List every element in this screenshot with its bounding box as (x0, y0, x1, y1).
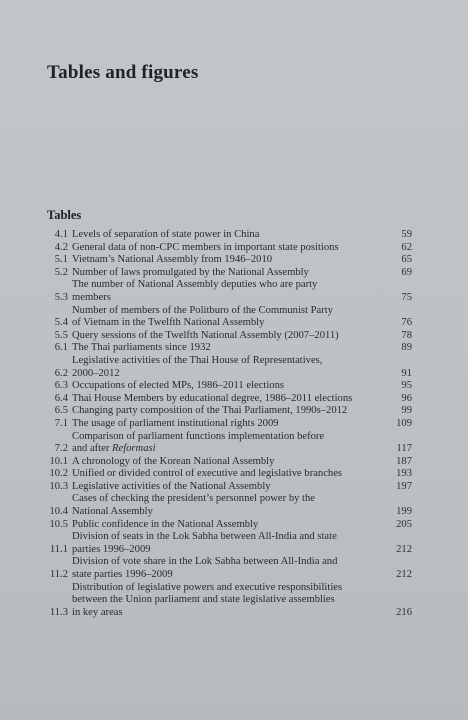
page-number: 99 (401, 405, 412, 417)
table-number: 10.2 (49, 468, 68, 480)
table-number: 5.1 (54, 254, 68, 266)
table-entry (40, 393, 412, 406)
table-entry (40, 279, 412, 304)
table-number: 11.1 (49, 543, 68, 555)
table-entry (40, 405, 412, 418)
table-title (68, 493, 382, 518)
table-title-line: state parties 1996–2009 (72, 569, 173, 581)
table-number: 5.2 (54, 266, 68, 278)
table-number: 6.3 (54, 380, 68, 392)
table-title-line: Distribution of legislative powers and executive responsibilities (72, 581, 343, 593)
page-number: 117 (396, 443, 412, 455)
table-entry (40, 229, 412, 242)
table-title-line: Number of laws promulgated by the National Assembly (72, 266, 309, 278)
table-title-line: Occupations of elected MPs, 1986–2011 elections (72, 380, 285, 392)
table-number: 11.3 (49, 606, 68, 618)
table-title (68, 305, 382, 330)
table-title-line: 2000–2012 (72, 367, 120, 379)
page-number: 197 (396, 480, 412, 492)
table-entry (40, 531, 412, 556)
table-entry (40, 582, 412, 620)
table-title-line: Query sessions of the Twelfth National Assembly (2007–2011) (72, 329, 339, 341)
page-number: 199 (396, 506, 412, 518)
table-title (68, 242, 382, 255)
table-title (68, 279, 382, 304)
table-title-line: Legislative activities of the Thai House of Representatives, (72, 354, 323, 366)
table-number: 4.2 (54, 241, 68, 253)
table-title-line: Division of vote share in the Lok Sabha between All-India and (72, 556, 338, 568)
table-entry (40, 267, 412, 280)
page-title: Tables and figures (47, 62, 199, 83)
section-heading-tables: Tables (47, 208, 82, 222)
table-title-line: parties 1996–2009 (72, 543, 151, 555)
italic-term: Reformasi (112, 443, 156, 455)
table-title-line: Unified or divided control of executive and legislative branches (72, 468, 343, 480)
table-title-line: of Vietnam in the Twelfth National Assembly (72, 317, 265, 329)
table-title-line: The Thai parliaments since 1932 (72, 342, 211, 354)
table-title (68, 431, 382, 456)
table-title (68, 481, 382, 494)
page-number: 96 (401, 392, 412, 404)
table-entry (40, 330, 412, 343)
page-number: 193 (396, 468, 412, 480)
table-number: 11.2 (49, 569, 68, 581)
table-number: 6.4 (54, 392, 68, 404)
table-title-line: General data of non-CPC members in important state positions (72, 241, 339, 253)
page-number: 109 (396, 417, 412, 429)
table-entry (40, 242, 412, 255)
table-entry (40, 519, 412, 532)
table-entry (40, 305, 412, 330)
table-title (68, 418, 382, 431)
table-number: 10.4 (49, 506, 68, 518)
page-number: 91 (401, 367, 412, 379)
page-number: 78 (401, 329, 412, 341)
page-number: 59 (401, 229, 412, 240)
table-title-line: Cases of checking the president’s personnel power by the (72, 493, 315, 505)
table-title (68, 405, 382, 418)
table-number: 5.4 (54, 317, 68, 329)
table-title (68, 582, 382, 620)
page-number: 69 (401, 266, 412, 278)
table-title (68, 330, 382, 343)
table-entry (40, 431, 412, 456)
table-title-line: Thai House Members by educational degree, 1986–2011 elections (72, 392, 353, 404)
table-title (68, 254, 382, 267)
table-entry (40, 493, 412, 518)
table-title (68, 355, 382, 380)
table-number: 10.5 (49, 518, 68, 530)
table-title-line: The usage of parliament institutional rights 2009 (72, 417, 279, 429)
page-number: 205 (396, 518, 412, 530)
table-title-line: Vietnam’s National Assembly from 1946–2010 (72, 254, 273, 266)
table-title-line: Number of members of the Politburo of the Communist Party (72, 304, 333, 316)
table-entry (40, 456, 412, 469)
table-number: 10.3 (49, 480, 68, 492)
table-number: 7.1 (54, 417, 68, 429)
table-title-line: Levels of separation of state power in China (72, 229, 260, 240)
table-title (68, 380, 382, 393)
table-title-line: between the Union parliament and state legislative assemblies (72, 594, 335, 606)
table-title-line: and after Reformasi (72, 443, 156, 455)
table-number: 6.5 (54, 405, 68, 417)
page-number: 216 (396, 606, 412, 618)
table-title-line: in key areas (72, 606, 123, 618)
table-title (68, 393, 382, 406)
table-title-line: The number of National Assembly deputies who are party (72, 279, 318, 291)
table-entry (40, 468, 412, 481)
table-entry (40, 481, 412, 494)
page-number: 62 (401, 241, 412, 253)
table-title (68, 556, 382, 581)
table-number: 5.5 (54, 329, 68, 341)
table-entry (40, 380, 412, 393)
table-entry (40, 254, 412, 267)
table-title-line: A chronology of the Korean National Assembly (72, 455, 275, 467)
page-number: 95 (401, 380, 412, 392)
table-title (68, 342, 382, 355)
page-number: 212 (396, 569, 412, 581)
table-number: 5.3 (54, 291, 68, 303)
table-entry (40, 355, 412, 380)
table-title (68, 229, 382, 242)
tables-list (40, 229, 412, 619)
table-number: 6.2 (54, 367, 68, 379)
table-title-line: Public confidence in the National Assembly (72, 518, 259, 530)
page-number: 65 (401, 254, 412, 266)
table-number: 7.2 (54, 443, 68, 455)
table-entry (40, 418, 412, 431)
page-number: 76 (401, 317, 412, 329)
page-number: 187 (396, 455, 412, 467)
page-number: 212 (396, 543, 412, 555)
table-title (68, 468, 382, 481)
table-title-line: Changing party composition of the Thai Parliament, 1990s–2012 (72, 405, 348, 417)
table-title-line: Legislative activities of the National Assembly (72, 480, 271, 492)
table-title (68, 267, 382, 280)
table-title (68, 519, 382, 532)
table-title-line: members (72, 291, 111, 303)
table-title-line: Division of seats in the Lok Sabha between All-India and state (72, 531, 337, 543)
table-entry (40, 556, 412, 581)
table-title (68, 531, 382, 556)
table-number: 6.1 (54, 342, 68, 354)
table-title (68, 456, 382, 469)
table-entry (40, 342, 412, 355)
table-number: 4.1 (54, 229, 68, 240)
table-title-line: National Assembly (72, 506, 153, 518)
table-number: 10.1 (49, 455, 68, 467)
table-title-line: Comparison of parliament functions implementation before (72, 430, 325, 442)
page-number: 75 (401, 291, 412, 303)
page-number: 89 (401, 342, 412, 354)
